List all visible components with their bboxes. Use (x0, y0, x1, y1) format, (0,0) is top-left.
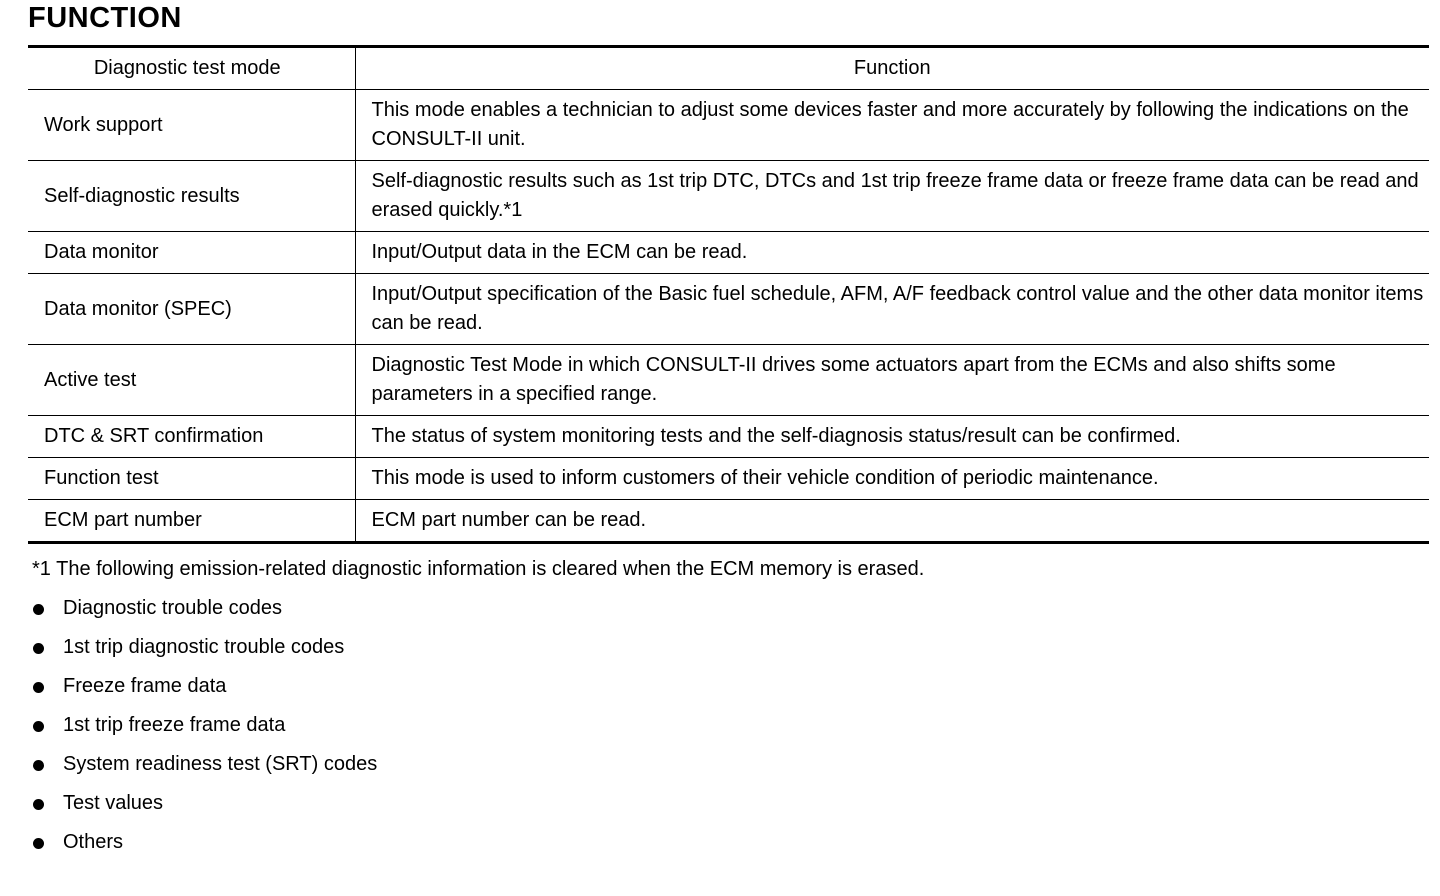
list-item (32, 633, 377, 672)
list-item (32, 750, 377, 789)
mode-cell: Data monitor (28, 232, 355, 274)
table-row (28, 90, 1429, 161)
table-row (28, 274, 1429, 345)
cleared-info-list (32, 594, 377, 867)
bullet-icon (33, 838, 44, 849)
mode-cell: ECM part number (28, 500, 355, 543)
function-cell: This mode enables a technician to adjust some devices faster and more accurately by following the indications on the CONSULT-II unit. (355, 90, 1429, 161)
function-cell: This mode is used to inform customers of their vehicle condition of periodic maintenance. (355, 458, 1429, 500)
table-row (28, 161, 1429, 232)
function-cell: ECM part number can be read. (371, 509, 647, 531)
list-item-text: Others (63, 831, 124, 853)
function-cell: Diagnostic Test Mode in which CONSULT-II drives some actuators apart from the ECMs and also shifts some parameters in a specified range. (355, 345, 1429, 416)
list-item-text: 1st trip diagnostic trouble codes (63, 636, 345, 658)
function-cell: Input/Output specification of the Basic fuel schedule, AFM, A/F feedback control value and the other data monitor items can be read. (355, 274, 1429, 345)
list-item-text: Test values (63, 792, 164, 814)
mode-cell: Active test (28, 345, 355, 416)
column-header-function: Function (355, 47, 1429, 90)
table-row (28, 345, 1429, 416)
mode-cell: DTC & SRT confirmation (28, 416, 355, 458)
list-item-text: Freeze frame data (63, 675, 227, 697)
table-row (28, 500, 1429, 543)
function-table (28, 45, 1429, 544)
mode-cell: Data monitor (SPEC) (28, 274, 355, 345)
list-item-text: 1st trip freeze frame data (63, 714, 286, 736)
table-row (28, 416, 1429, 458)
list-item (32, 828, 377, 867)
bullet-icon (33, 799, 44, 810)
bullet-icon (33, 604, 44, 615)
bullet-icon (33, 760, 44, 771)
mode-cell: Self-diagnostic results (28, 161, 355, 232)
mode-cell: Function test (28, 458, 355, 500)
table-row (28, 458, 1429, 500)
table-header-row (28, 47, 1429, 90)
footnote: *1 The following emission-related diagnostic information is cleared when the ECM memory is erased. (32, 558, 925, 580)
function-cell: The status of system monitoring tests and the self-diagnosis status/result can be confirmed. (355, 416, 1429, 458)
list-item-text: System readiness test (SRT) codes (63, 753, 378, 775)
list-item (32, 594, 377, 633)
mode-cell: Work support (28, 90, 355, 161)
list-item (32, 789, 377, 828)
list-item (32, 711, 377, 750)
function-cell: Self-diagnostic results such as 1st trip DTC, DTCs and 1st trip freeze frame data or freeze frame data can be read and erased quickly.*1 (355, 161, 1429, 232)
bullet-icon (33, 682, 44, 693)
section-title: FUNCTION (28, 2, 182, 34)
table-row (28, 232, 1429, 274)
bullet-icon (33, 721, 44, 732)
function-cell: Input/Output data in the ECM can be read. (355, 232, 1429, 274)
bullet-icon (33, 643, 44, 654)
list-item (32, 672, 377, 711)
list-item-text: Diagnostic trouble codes (63, 597, 283, 619)
column-header-mode: Diagnostic test mode (28, 47, 355, 90)
